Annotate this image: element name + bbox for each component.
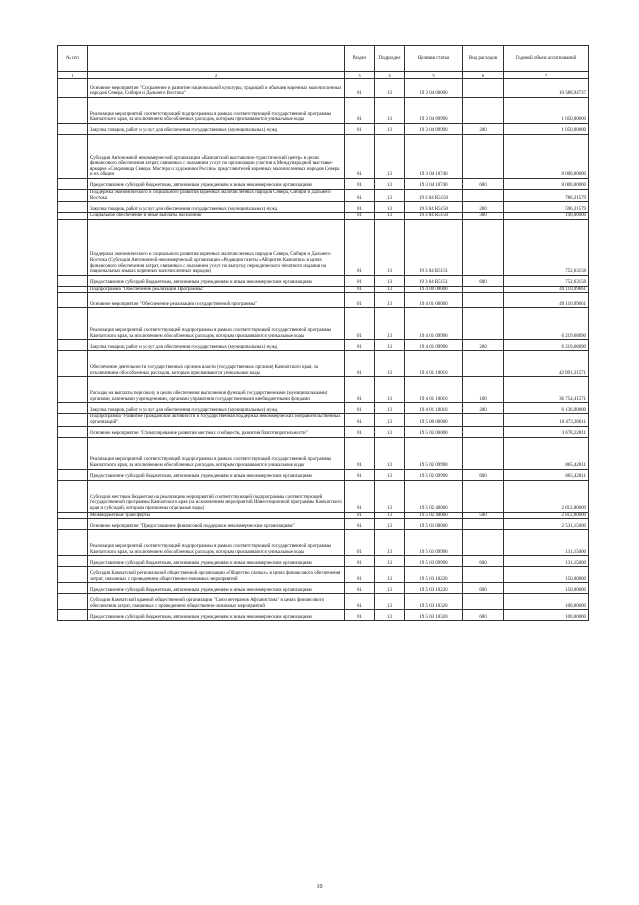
row-razdel-cell: 01 bbox=[345, 426, 375, 437]
row-podrazdel-cell: 13 bbox=[375, 98, 405, 124]
row-expense-type-cell: 200 bbox=[463, 340, 504, 351]
row-podrazdel-cell: 13 bbox=[375, 213, 405, 220]
row-podrazdel-cell: 13 bbox=[375, 469, 405, 480]
row-amount-cell: 36 754,41571 bbox=[504, 377, 589, 403]
row-amount-cell: 8 000,00000 bbox=[504, 135, 589, 179]
row-name-cell: Субсидия Автономной некоммерческой организации «Камчатский выставочно-туристический центр» в целях финансового обеспечения затрат, связанных с оказанием услуг по организации участия в Международной выставке-ярмарке «Сокровища Севера. Мастера и художники России» представителей коренных малочисленных народов Севера и их общин bbox=[88, 135, 345, 179]
row-target-article-cell: 19 5 03 00000 bbox=[405, 519, 463, 530]
row-target-article-cell: 19 3 04 R5150 bbox=[405, 190, 463, 202]
row-amount-cell: 6 219,68090 bbox=[504, 308, 589, 340]
row-name-cell: Предоставление субсидий бюджетным, автономным учреждениям и иным некоммерческим организациям bbox=[88, 583, 345, 594]
row-razdel-cell: 01 bbox=[345, 567, 375, 583]
row-expense-type-cell bbox=[463, 79, 504, 98]
row-number-cell bbox=[58, 414, 88, 426]
header-number: № п/п bbox=[58, 46, 88, 72]
row-amount-cell: 3 678,22811 bbox=[504, 426, 589, 437]
row-razdel-cell: 01 bbox=[345, 286, 375, 293]
row-target-article-cell: 19 5 02 00000 bbox=[405, 426, 463, 437]
col-number-5: 5 bbox=[405, 72, 463, 79]
row-target-article-cell: 19 4 01 09990 bbox=[405, 308, 463, 340]
col-number-3: 3 bbox=[345, 72, 375, 79]
table-row bbox=[58, 519, 589, 530]
row-number-cell bbox=[58, 403, 88, 414]
row-name-cell: Реализация мероприятий соответствующей подпрограммы в рамках соответствующей государственной программы Камчатского края, за исключением обособленных расходов, которым присваиваются уникальные коды bbox=[88, 98, 345, 124]
row-podrazdel-cell: 13 bbox=[375, 519, 405, 530]
row-number-cell bbox=[58, 469, 88, 480]
row-number-cell bbox=[58, 340, 88, 351]
row-name-cell: Основное мероприятие "Предоставление финансовой поддержки некоммерческим организациям" bbox=[88, 519, 345, 530]
row-target-article-cell: 19 5 03 10320 bbox=[405, 610, 463, 621]
row-razdel-cell: 01 bbox=[345, 124, 375, 135]
row-target-article-cell: 19 3 04 09990 bbox=[405, 124, 463, 135]
row-razdel-cell: 01 bbox=[345, 519, 375, 530]
table-body bbox=[58, 79, 589, 621]
row-name-cell: Закупка товаров, работ и услуг для обеспечения государственных (муниципальных) нужд bbox=[88, 340, 345, 351]
row-name-cell: Поддержка экономического и социального развития коренных малочисленных народов Севера, Сибири и Дальнего Востока bbox=[88, 190, 345, 202]
row-podrazdel-cell: 13 bbox=[375, 556, 405, 567]
row-expense-type-cell: 100 bbox=[463, 377, 504, 403]
row-target-article-cell: 19 5 03 10220 bbox=[405, 567, 463, 583]
row-number-cell bbox=[58, 610, 88, 621]
row-target-article-cell: 19 5 03 10220 bbox=[405, 583, 463, 594]
row-name-cell: Межбюджетные трансферты bbox=[88, 512, 345, 519]
row-expense-type-cell: 500 bbox=[463, 512, 504, 519]
row-razdel-cell: 01 bbox=[345, 351, 375, 377]
row-razdel-cell: 01 bbox=[345, 512, 375, 519]
row-name-cell: Предоставление субсидий бюджетным, автономным учреждениям и иным некоммерческим организациям bbox=[88, 179, 345, 190]
table-row bbox=[58, 556, 589, 567]
row-amount-cell: 2 812,80000 bbox=[504, 480, 589, 512]
row-name-cell: Подпрограмма "Развитие гражданской активности и государственная поддержка некоммерческих неправительственных организаций" bbox=[88, 414, 345, 426]
row-podrazdel-cell: 13 bbox=[375, 340, 405, 351]
row-expense-type-cell bbox=[463, 530, 504, 556]
row-podrazdel-cell: 13 bbox=[375, 512, 405, 519]
row-name-cell: Предоставление субсидий бюджетным, автономным учреждениям и иным некоммерческим организациям bbox=[88, 469, 345, 480]
row-amount-cell: 596,31579 bbox=[504, 202, 589, 213]
table-row bbox=[58, 179, 589, 190]
table-row bbox=[58, 124, 589, 135]
row-target-article-cell: 19 5 02 09990 bbox=[405, 437, 463, 469]
row-expense-type-cell: 600 bbox=[463, 469, 504, 480]
table-row bbox=[58, 202, 589, 213]
col-number-1: 1 bbox=[58, 72, 88, 79]
row-name-cell: Реализация мероприятий соответствующей подпрограммы в рамках соответствующей государственной программы Камчатского края, за исключением обособленных расходов, которым присваиваются уникальные коды bbox=[88, 308, 345, 340]
table-row bbox=[58, 351, 589, 377]
row-number-cell bbox=[58, 293, 88, 308]
row-razdel-cell: 01 bbox=[345, 219, 375, 275]
row-amount-cell: 786,31579 bbox=[504, 190, 589, 202]
row-number-cell bbox=[58, 124, 88, 135]
row-target-article-cell: 19 5 03 09990 bbox=[405, 556, 463, 567]
row-podrazdel-cell: 13 bbox=[375, 286, 405, 293]
row-target-article-cell: 19 5 02 40060 bbox=[405, 480, 463, 512]
table-row bbox=[58, 79, 589, 98]
table-row bbox=[58, 293, 589, 308]
row-amount-cell: 752,63158 bbox=[504, 219, 589, 275]
row-amount-cell: 2 812,80000 bbox=[504, 512, 589, 519]
table-row bbox=[58, 98, 589, 124]
row-name-cell: Закупка товаров, работ и услуг для обеспечения государственных (муниципальных) нужд bbox=[88, 403, 345, 414]
row-name-cell: Подпрограмма "Обеспечение реализации Программы" bbox=[88, 286, 345, 293]
row-razdel-cell: 01 bbox=[345, 190, 375, 202]
row-name-cell: Предоставление субсидий бюджетным, автономным учреждениям и иным некоммерческим организациям bbox=[88, 556, 345, 567]
row-number-cell bbox=[58, 179, 88, 190]
row-expense-type-cell bbox=[463, 190, 504, 202]
row-expense-type-cell bbox=[463, 437, 504, 469]
table-row bbox=[58, 583, 589, 594]
row-podrazdel-cell: 13 bbox=[375, 275, 405, 286]
row-name-cell: Обеспечение деятельности государственных органов власти (государственных органов) Камчатского края, за исключением обособленных расходов, которым присваиваются уникальные коды bbox=[88, 351, 345, 377]
row-number-cell bbox=[58, 79, 88, 98]
row-name-cell: Предоставление субсидий бюджетным, автономным учреждениям и иным некоммерческим организациям bbox=[88, 610, 345, 621]
row-podrazdel-cell: 13 bbox=[375, 414, 405, 426]
row-target-article-cell: 19 5 02 09990 bbox=[405, 469, 463, 480]
row-target-article-cell: 19 5 02 40060 bbox=[405, 512, 463, 519]
page-number: 10 bbox=[316, 884, 323, 890]
col-number-2: 2 bbox=[88, 72, 345, 79]
table-row bbox=[58, 377, 589, 403]
table-row bbox=[58, 213, 589, 220]
row-expense-type-cell: 600 bbox=[463, 583, 504, 594]
row-number-cell bbox=[58, 190, 88, 202]
row-podrazdel-cell: 13 bbox=[375, 610, 405, 621]
row-podrazdel-cell: 13 bbox=[375, 567, 405, 583]
table-row bbox=[58, 512, 589, 519]
row-expense-type-cell bbox=[463, 135, 504, 179]
row-name-cell: Основное мероприятие "Сохранение и развитие национальной культуры, традиций и обычаев коренных малочисленных народов Севера, Сибири и Дальнего Востока" bbox=[88, 79, 345, 98]
row-target-article-cell: 19 3 04 R5150 bbox=[405, 202, 463, 213]
row-number-cell bbox=[58, 308, 88, 340]
row-expense-type-cell: 600 bbox=[463, 275, 504, 286]
row-podrazdel-cell: 13 bbox=[375, 219, 405, 275]
row-target-article-cell: 19 3 04 09990 bbox=[405, 98, 463, 124]
row-number-cell bbox=[58, 377, 88, 403]
row-name-cell: Реализация мероприятий соответствующей подпрограммы в рамках соответствующей государственной программы Камчатского края, за исключением обособленных расходов, которым присваиваются уникальные коды bbox=[88, 530, 345, 556]
row-number-cell bbox=[58, 275, 88, 286]
row-expense-type-cell bbox=[463, 286, 504, 293]
row-razdel-cell: 01 bbox=[345, 530, 375, 556]
row-name-cell: Закупка товаров, работ и услуг для обеспечения государственных (муниципальных) нужд bbox=[88, 202, 345, 213]
row-amount-cell: 131,15000 bbox=[504, 556, 589, 567]
row-name-cell: Предоставление субсидий бюджетным, автономным учреждениям и иным некоммерческим организациям bbox=[88, 275, 345, 286]
row-podrazdel-cell: 13 bbox=[375, 594, 405, 610]
row-number-cell bbox=[58, 219, 88, 275]
row-expense-type-cell bbox=[463, 293, 504, 308]
row-number-cell bbox=[58, 594, 88, 610]
row-expense-type-cell: 200 bbox=[463, 124, 504, 135]
table-row bbox=[58, 340, 589, 351]
row-razdel-cell: 01 bbox=[345, 556, 375, 567]
table-row bbox=[58, 426, 589, 437]
row-amount-cell: 2 531,15000 bbox=[504, 519, 589, 530]
row-amount-cell: 865,42811 bbox=[504, 469, 589, 480]
row-expense-type-cell bbox=[463, 414, 504, 426]
row-amount-cell: 865,42811 bbox=[504, 437, 589, 469]
row-number-cell bbox=[58, 351, 88, 377]
row-number-cell bbox=[58, 583, 88, 594]
row-amount-cell: 150,00000 bbox=[504, 583, 589, 594]
header-razdel: Раздел bbox=[345, 46, 375, 72]
row-expense-type-cell: 600 bbox=[463, 610, 504, 621]
row-expense-type-cell bbox=[463, 98, 504, 124]
row-name-cell: Субсидия Камчатской краевой общественной организации "Союз ветеранов Афганистана" в целях финансового обеспечения затрат, связанных с проведением общественно-значимых мероприятий bbox=[88, 594, 345, 610]
row-expense-type-cell bbox=[463, 567, 504, 583]
row-amount-cell: 8 000,00000 bbox=[504, 179, 589, 190]
row-target-article-cell: 19 3 04 10740 bbox=[405, 135, 463, 179]
row-razdel-cell: 01 bbox=[345, 213, 375, 220]
table-row bbox=[58, 219, 589, 275]
table-row bbox=[58, 308, 589, 340]
row-name-cell: Социальное обеспечение и иные выплаты населению bbox=[88, 213, 345, 220]
col-number-7: 7 bbox=[504, 72, 589, 79]
row-amount-cell: 6 136,90000 bbox=[504, 403, 589, 414]
row-razdel-cell: 01 bbox=[345, 480, 375, 512]
row-podrazdel-cell: 13 bbox=[375, 190, 405, 202]
col-number-4: 4 bbox=[375, 72, 405, 79]
col-number-6: 6 bbox=[463, 72, 504, 79]
row-number-cell bbox=[58, 213, 88, 220]
row-target-article-cell: 19 4 01 10010 bbox=[405, 403, 463, 414]
row-expense-type-cell: 200 bbox=[463, 403, 504, 414]
row-amount-cell: 190,00000 bbox=[504, 213, 589, 220]
row-expense-type-cell: 200 bbox=[463, 202, 504, 213]
row-number-cell bbox=[58, 202, 88, 213]
row-expense-type-cell bbox=[463, 594, 504, 610]
row-expense-type-cell: 600 bbox=[463, 556, 504, 567]
row-amount-cell: 150,00000 bbox=[504, 567, 589, 583]
row-razdel-cell: 01 bbox=[345, 610, 375, 621]
row-podrazdel-cell: 13 bbox=[375, 403, 405, 414]
row-number-cell bbox=[58, 480, 88, 512]
row-name-cell: Поддержка экономического и социального развития коренных малочисленных народов Севера, Сибири и Дальнего Востока (Субсидия Автономной некоммерческой организации «Редакция газеты «Абориген Камчатки» в целях финансового обеспечения затрат, связанных с оказанием услуг по выпуску периодического печатного издания на национальных языках коренных малочисленных народов) bbox=[88, 219, 345, 275]
row-amount-cell: 100,00000 bbox=[504, 594, 589, 610]
row-expense-type-cell bbox=[463, 308, 504, 340]
row-name-cell: Субсидия Камчатской региональной общественной организации «Общество слепых» в целях финансового обеспечения затрат, связанных с проведением общественно-значимых мероприятий bbox=[88, 567, 345, 583]
row-podrazdel-cell: 13 bbox=[375, 179, 405, 190]
header-target-article: Целевая статья bbox=[405, 46, 463, 72]
table-row bbox=[58, 286, 589, 293]
table-row bbox=[58, 437, 589, 469]
header-name bbox=[88, 46, 345, 72]
row-amount-cell: 6 219,68090 bbox=[504, 340, 589, 351]
row-name-cell: Реализация мероприятий соответствующей подпрограммы в рамках соответствующей государственной программы Камчатского края, за исключением обособленных расходов, которым присваиваются уникальные коды bbox=[88, 437, 345, 469]
row-podrazdel-cell: 13 bbox=[375, 351, 405, 377]
row-number-cell bbox=[58, 135, 88, 179]
row-target-article-cell: 19 5 03 10320 bbox=[405, 594, 463, 610]
row-number-cell bbox=[58, 426, 88, 437]
row-podrazdel-cell: 13 bbox=[375, 377, 405, 403]
row-expense-type-cell bbox=[463, 219, 504, 275]
row-razdel-cell: 01 bbox=[345, 583, 375, 594]
table-row bbox=[58, 567, 589, 583]
row-number-cell bbox=[58, 286, 88, 293]
row-number-cell bbox=[58, 512, 88, 519]
row-target-article-cell: 19 3 04 00000 bbox=[405, 79, 463, 98]
row-amount-cell: 1 050,00000 bbox=[504, 124, 589, 135]
row-target-article-cell: 19 3 04 10740 bbox=[405, 179, 463, 190]
table-header bbox=[58, 46, 589, 79]
row-number-cell bbox=[58, 530, 88, 556]
row-name-cell: Основное мероприятие "Стимулирование развития местных сообществ, развития благотворительности" bbox=[88, 426, 345, 437]
row-target-article-cell: 19 4 01 10010 bbox=[405, 377, 463, 403]
row-podrazdel-cell: 13 bbox=[375, 437, 405, 469]
row-number-cell bbox=[58, 437, 88, 469]
row-target-article-cell: 19 3 04 R5151 bbox=[405, 275, 463, 286]
table-row bbox=[58, 190, 589, 202]
row-name-cell: Субсидии местным бюджетам на реализацию мероприятий соответствующей подпрограммы соответствующей государственной программы Камчатского края (за исключением мероприятий Инвестиционной программы Камчатского края и субсидий, которым присвоены отдельные коды) bbox=[88, 480, 345, 512]
row-amount-cell: 1 050,00000 bbox=[504, 98, 589, 124]
table-row bbox=[58, 414, 589, 426]
table-row bbox=[58, 530, 589, 556]
row-target-article-cell: 19 3 04 R5150 bbox=[405, 213, 463, 220]
row-razdel-cell: 01 bbox=[345, 403, 375, 414]
table-row bbox=[58, 594, 589, 610]
row-razdel-cell: 01 bbox=[345, 414, 375, 426]
row-amount-cell: 10 588,94737 bbox=[504, 79, 589, 98]
row-amount-cell: 752,63158 bbox=[504, 275, 589, 286]
row-razdel-cell: 01 bbox=[345, 469, 375, 480]
row-razdel-cell: 01 bbox=[345, 135, 375, 179]
row-target-article-cell: 19 5 03 09990 bbox=[405, 530, 463, 556]
row-number-cell bbox=[58, 98, 88, 124]
row-podrazdel-cell: 13 bbox=[375, 124, 405, 135]
table-row bbox=[58, 135, 589, 179]
row-expense-type-cell: 300 bbox=[463, 213, 504, 220]
row-amount-cell: 100,00000 bbox=[504, 610, 589, 621]
header-podrazdel: Подраздел bbox=[375, 46, 405, 72]
row-target-article-cell: 19 4 01 10010 bbox=[405, 351, 463, 377]
row-expense-type-cell bbox=[463, 519, 504, 530]
row-podrazdel-cell: 13 bbox=[375, 480, 405, 512]
table-row bbox=[58, 610, 589, 621]
row-amount-cell: 49 110,99661 bbox=[504, 286, 589, 293]
row-expense-type-cell bbox=[463, 480, 504, 512]
row-expense-type-cell bbox=[463, 426, 504, 437]
row-razdel-cell: 01 bbox=[345, 179, 375, 190]
row-razdel-cell: 01 bbox=[345, 202, 375, 213]
budget-table-page bbox=[57, 45, 588, 621]
row-target-article-cell: 19 5 00 00000 bbox=[405, 414, 463, 426]
row-podrazdel-cell: 13 bbox=[375, 308, 405, 340]
row-name-cell: Закупка товаров, работ и услуг для обеспечения государственных (муниципальных) нужд bbox=[88, 124, 345, 135]
row-amount-cell: 131,15000 bbox=[504, 530, 589, 556]
row-amount-cell: 42 891,31571 bbox=[504, 351, 589, 377]
row-name-cell: Основное мероприятие "Обеспечение реализации государственной программы" bbox=[88, 293, 345, 308]
row-target-article-cell: 19 4 01 00000 bbox=[405, 293, 463, 308]
row-target-article-cell: 19 4 01 09990 bbox=[405, 340, 463, 351]
table-row bbox=[58, 480, 589, 512]
header-expense-type: Вид расходов bbox=[463, 46, 504, 72]
row-number-cell bbox=[58, 519, 88, 530]
row-podrazdel-cell: 13 bbox=[375, 79, 405, 98]
row-podrazdel-cell: 13 bbox=[375, 530, 405, 556]
row-amount-cell: 49 110,99661 bbox=[504, 293, 589, 308]
table-row bbox=[58, 403, 589, 414]
budget-table bbox=[57, 45, 589, 621]
row-amount-cell: 10 473,28611 bbox=[504, 414, 589, 426]
row-razdel-cell: 01 bbox=[345, 340, 375, 351]
row-podrazdel-cell: 13 bbox=[375, 426, 405, 437]
row-podrazdel-cell: 13 bbox=[375, 202, 405, 213]
row-expense-type-cell: 600 bbox=[463, 179, 504, 190]
header-annual-amount: Годовой объем ассигнований bbox=[504, 46, 589, 72]
row-expense-type-cell bbox=[463, 351, 504, 377]
row-razdel-cell: 01 bbox=[345, 293, 375, 308]
row-podrazdel-cell: 13 bbox=[375, 293, 405, 308]
row-name-cell: Расходы на выплаты персоналу в целях обеспечения выполнения функций государственными (муниципальными) органами, казенными учреждениями, органами управления государственными внебюджетными фондами bbox=[88, 377, 345, 403]
row-razdel-cell: 01 bbox=[345, 308, 375, 340]
row-podrazdel-cell: 13 bbox=[375, 135, 405, 179]
row-number-cell bbox=[58, 567, 88, 583]
row-podrazdel-cell: 13 bbox=[375, 583, 405, 594]
table-row bbox=[58, 275, 589, 286]
row-razdel-cell: 01 bbox=[345, 594, 375, 610]
row-razdel-cell: 01 bbox=[345, 377, 375, 403]
table-row bbox=[58, 469, 589, 480]
row-number-cell bbox=[58, 556, 88, 567]
row-target-article-cell: 19 4 00 00000 bbox=[405, 286, 463, 293]
row-razdel-cell: 01 bbox=[345, 275, 375, 286]
row-target-article-cell: 19 3 04 R5151 bbox=[405, 219, 463, 275]
row-razdel-cell: 01 bbox=[345, 98, 375, 124]
row-razdel-cell: 01 bbox=[345, 437, 375, 469]
row-razdel-cell: 01 bbox=[345, 79, 375, 98]
